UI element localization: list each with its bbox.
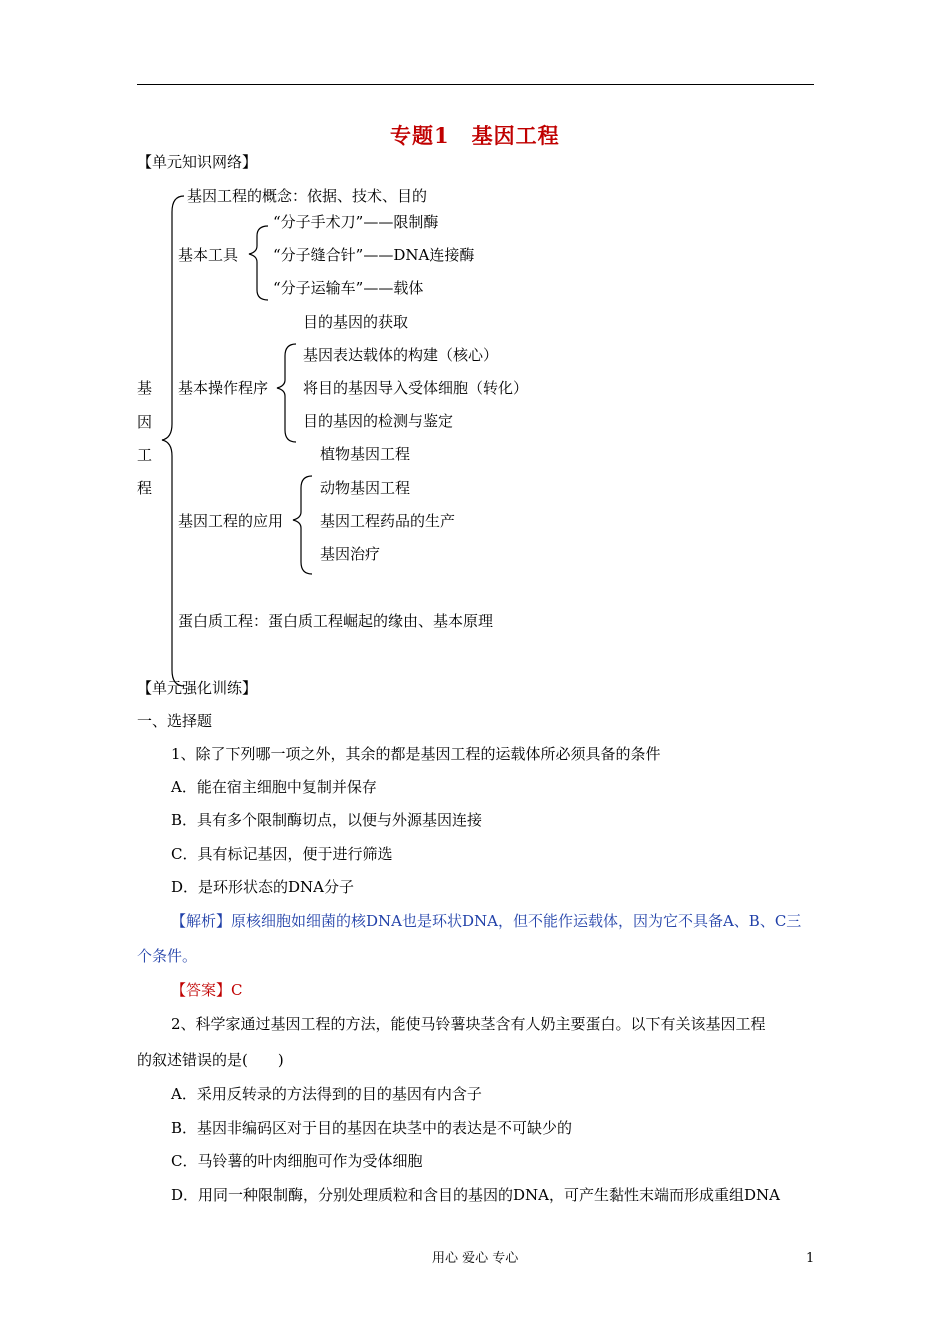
part-heading: 一、选择题	[137, 712, 213, 730]
tree-protein: 蛋白质工程：蛋白质工程崛起的缘由、基本原理	[178, 612, 494, 630]
q2-option: D．用同一种限制酶，分别处理质粒和含目的基因的DNA，可产生黏性末端而形成重组DNA	[171, 1186, 780, 1204]
tree-procedure-label: 基本操作程序	[178, 379, 269, 397]
tree-root-char: 基	[137, 379, 153, 397]
tree-procedure-item: 将目的基因导入受体细胞（转化）	[303, 379, 529, 397]
tree-concept: 基因工程的概念：依据、技术、目的	[187, 187, 428, 205]
q1-option: B．具有多个限制酶切点，以便与外源基因连接	[171, 811, 483, 829]
tree-procedure-item: 目的基因的检测与鉴定	[303, 412, 454, 430]
tree-tools-item: “分子缝合针”——DNA连接酶	[273, 246, 475, 264]
tree-tools-item: “分子手术刀”——限制酶	[273, 213, 439, 231]
tree-root-char: 因	[137, 413, 153, 431]
q1-option: D．是环形状态的DNA分子	[171, 878, 355, 896]
q2-option: A．采用反转录的方法得到的目的基因有内含子	[171, 1085, 482, 1103]
tree-application-item: 基因治疗	[320, 545, 381, 563]
section-heading-network: 【单元知识网络】	[137, 153, 258, 171]
page-number: 1	[806, 1251, 815, 1266]
q1-option: C．具有标记基因，便于进行筛选	[171, 845, 393, 863]
tree-application-item: 动物基因工程	[320, 479, 411, 497]
q1-option: A．能在宿主细胞中复制并保存	[171, 778, 377, 796]
q1-analysis: 【解析】原核细胞如细菌的核DNA也是环状DNA，但不能作运载体，因为它不具备A、B、C三	[171, 912, 802, 930]
q1-analysis-cont: 个条件。	[137, 947, 198, 965]
q2-stem: 2、科学家通过基因工程的方法，能使马铃薯块茎含有人奶主要蛋白。以下有关该基因工程	[171, 1015, 766, 1033]
q2-stem-cont: 的叙述错误的是( )	[137, 1051, 284, 1069]
tree-application-item: 植物基因工程	[320, 445, 411, 463]
tree-application-label: 基因工程的应用	[178, 512, 284, 530]
page-title: 专题1 基因工程	[390, 123, 560, 148]
q2-option: C．马铃薯的叶肉细胞可作为受体细胞	[171, 1152, 423, 1170]
tree-tools-label: 基本工具	[178, 246, 239, 264]
tree-application-item: 基因工程药品的生产	[320, 512, 456, 530]
tree-procedure-item: 目的基因的获取	[303, 313, 409, 331]
section-heading-training: 【单元强化训练】	[137, 679, 258, 697]
q1-answer: 【答案】C	[171, 981, 243, 999]
q2-option: B．基因非编码区对于目的基因在块茎中的表达是不可缺少的	[171, 1119, 573, 1137]
footer-text: 用心 爱心 专心	[432, 1251, 519, 1266]
tree-root-char: 程	[137, 479, 153, 497]
tree-root-char: 工	[137, 446, 153, 464]
tree-procedure-item: 基因表达载体的构建（核心）	[303, 346, 499, 364]
tree-tools-item: “分子运输车”——载体	[273, 279, 424, 297]
q1-stem: 1、除了下列哪一项之外，其余的都是基因工程的运载体所必须具备的条件	[171, 745, 661, 763]
